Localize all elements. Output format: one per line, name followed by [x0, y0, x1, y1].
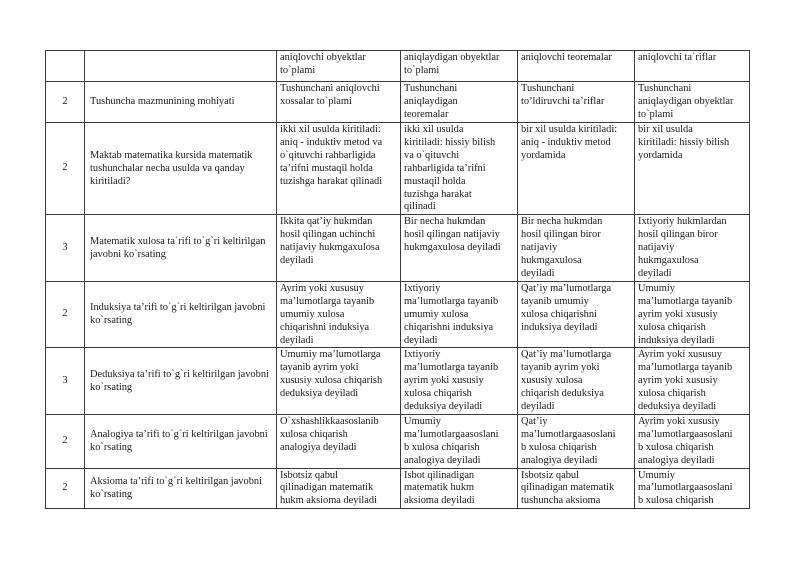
table-row	[46, 348, 750, 415]
table-row	[46, 468, 750, 509]
answer-cell-d: Umumiy ma’lumotlargaasoslani b xulosa chiqarish	[635, 468, 750, 509]
answer-cell-c: aniqlovchi teoremalar	[518, 51, 635, 82]
answer-cell-a: O`xshashlikkaasoslanib xulosa chiqarish analogiya deyiladi	[277, 414, 401, 468]
answer-cell-c: bir xil usulda kiritiladi: aniq - induktiv metod yordamida	[518, 123, 635, 215]
answer-cell-d: Tushunchani aniqlaydigan obyektlar to`plami	[635, 82, 750, 123]
question-cell: Deduksiya ta’rifi to`g`ri keltirilgan javobni ko`rsating	[85, 348, 277, 415]
question-cell: Matematik xulosa ta`rifi to`g`ri keltirilgan javobni ko`rsating	[85, 215, 277, 282]
answer-cell-b: Isbot qilinadigan matematik hukm aksioma deyiladi	[401, 468, 518, 509]
answer-cell-b: Bir necha hukmdan hosil qilingan natijaviy hukmgaxulosa deyiladi	[401, 215, 518, 282]
score-cell: 2	[46, 123, 85, 215]
answer-cell-c: Qat’iy ma’lumotlargaasoslani b xulosa chiqarish analogiya deyiladi	[518, 414, 635, 468]
answer-cell-d: aniqlovchi ta`riflar	[635, 51, 750, 82]
table-row	[46, 215, 750, 282]
answer-cell-d: Ixtiyoriy hukmlardan hosil qilingan biror natijaviy hukmgaxulosa deyiladi	[635, 215, 750, 282]
answer-cell-d: bir xil usulda kiritiladi: hissiy bilish yordamida	[635, 123, 750, 215]
table-row	[46, 281, 750, 348]
answer-cell-b: ikki xil usulda kiritiladi: hissiy bilish va o`qituvchi rahbarligida ta’rifni mustaqil holda tuzishga harakat qilinadi	[401, 123, 518, 215]
answer-cell-a: Ayrim yoki xususuy ma’lumotlarga tayanib umumiy xulosa chiqarishni induksiya deyiladi	[277, 281, 401, 348]
answer-cell-a: Ikkita qat’iy hukmdan hosil qilingan uchinchi natijaviy hukmgaxulosa deyiladi	[277, 215, 401, 282]
score-cell: 2	[46, 82, 85, 123]
table-row	[46, 123, 750, 215]
question-cell: Maktab matematika kursida matematik tushunchalar necha usulda va qanday kiritiladi?	[85, 123, 277, 215]
answer-cell-c: Bir necha hukmdan hosil qilingan biror natijaviy hukmgaxulosa deyiladi	[518, 215, 635, 282]
answer-cell-a: aniqlovchi obyektlar to`plami	[277, 51, 401, 82]
answer-cell-b: aniqlaydigan obyektlar to`plami	[401, 51, 518, 82]
answer-cell-c: Qat’iy ma’lumotlarga tayanib umumiy xulosa chiqarishni induksiya deyiladi	[518, 281, 635, 348]
answer-cell-b: Ixtiyoriy ma’lumotlarga tayanib ayrim yoki xususiy xulosa chiqarish deduksiya deyiladi	[401, 348, 518, 415]
question-table	[45, 50, 750, 509]
answer-cell-a: ikki xil usulda kiritiladi: aniq - induktiv metod va o`qituvchi rahbarligida ta’rifni mustaqil holda tuzishga harakat qilinadi	[277, 123, 401, 215]
question-cell: Analogiya ta’rifi to`g`ri keltirilgan javobni ko`rsating	[85, 414, 277, 468]
question-cell: Induksiya ta’rifi to`g`ri keltirilgan javobni ko`rsating	[85, 281, 277, 348]
score-cell: 2	[46, 468, 85, 509]
answer-cell-d: Ayrim yoki xususiy ma’lumotlargaasoslani b xulosa chiqarish analogiya deyiladi	[635, 414, 750, 468]
answer-cell-a: Umumiy ma’lumotlarga tayanib ayrim yoki xususiy xulosa chiqarish deduksiya deyiladi	[277, 348, 401, 415]
answer-cell-c: Qat’iy ma’lumotlarga tayanib ayrim yoki xususiy xulosa chiqarish deduksiya deyiladi	[518, 348, 635, 415]
answer-cell-d: Ayrim yoki xususuy ma’lumotlarga tayanib ayrim yoki xususiy xulosa chiqarish deduksiya deyiladi	[635, 348, 750, 415]
score-cell: 3	[46, 348, 85, 415]
answer-cell-d: Umumiy ma’lumotlarga tayanib ayrim yoki xususiy xulosa chiqarish induksiya deyiladi	[635, 281, 750, 348]
answer-cell-b: Tushunchani aniqlaydigan teoremalar	[401, 82, 518, 123]
score-cell: 2	[46, 414, 85, 468]
answer-cell-a: Tushunchani aniqlovchi xossalar to`plami	[277, 82, 401, 123]
table-row	[46, 414, 750, 468]
answer-cell-a: Isbotsiz qabul qilinadigan matematik hukm aksioma deyiladi	[277, 468, 401, 509]
question-cell	[85, 51, 277, 82]
score-cell: 3	[46, 215, 85, 282]
answer-cell-b: Ixtiyoriy ma’lumotlarga tayanib umumiy xulosa chiqarishni induksiya deyiladi	[401, 281, 518, 348]
table-row	[46, 51, 750, 82]
answer-cell-c: Isbotsiz qabul qilinadigan matematik tushuncha aksioma	[518, 468, 635, 509]
score-cell: 2	[46, 281, 85, 348]
question-cell: Aksioma ta’rifi to`g`ri keltirilgan javobni ko`rsating	[85, 468, 277, 509]
answer-cell-c: Tushunchani to’ldiruvchi ta’riflar	[518, 82, 635, 123]
table-row	[46, 82, 750, 123]
score-cell	[46, 51, 85, 82]
question-cell: Tushuncha mazmunining mohiyati	[85, 82, 277, 123]
answer-cell-b: Umumiy ma’lumotlargaasoslani b xulosa chiqarish analogiya deyiladi	[401, 414, 518, 468]
